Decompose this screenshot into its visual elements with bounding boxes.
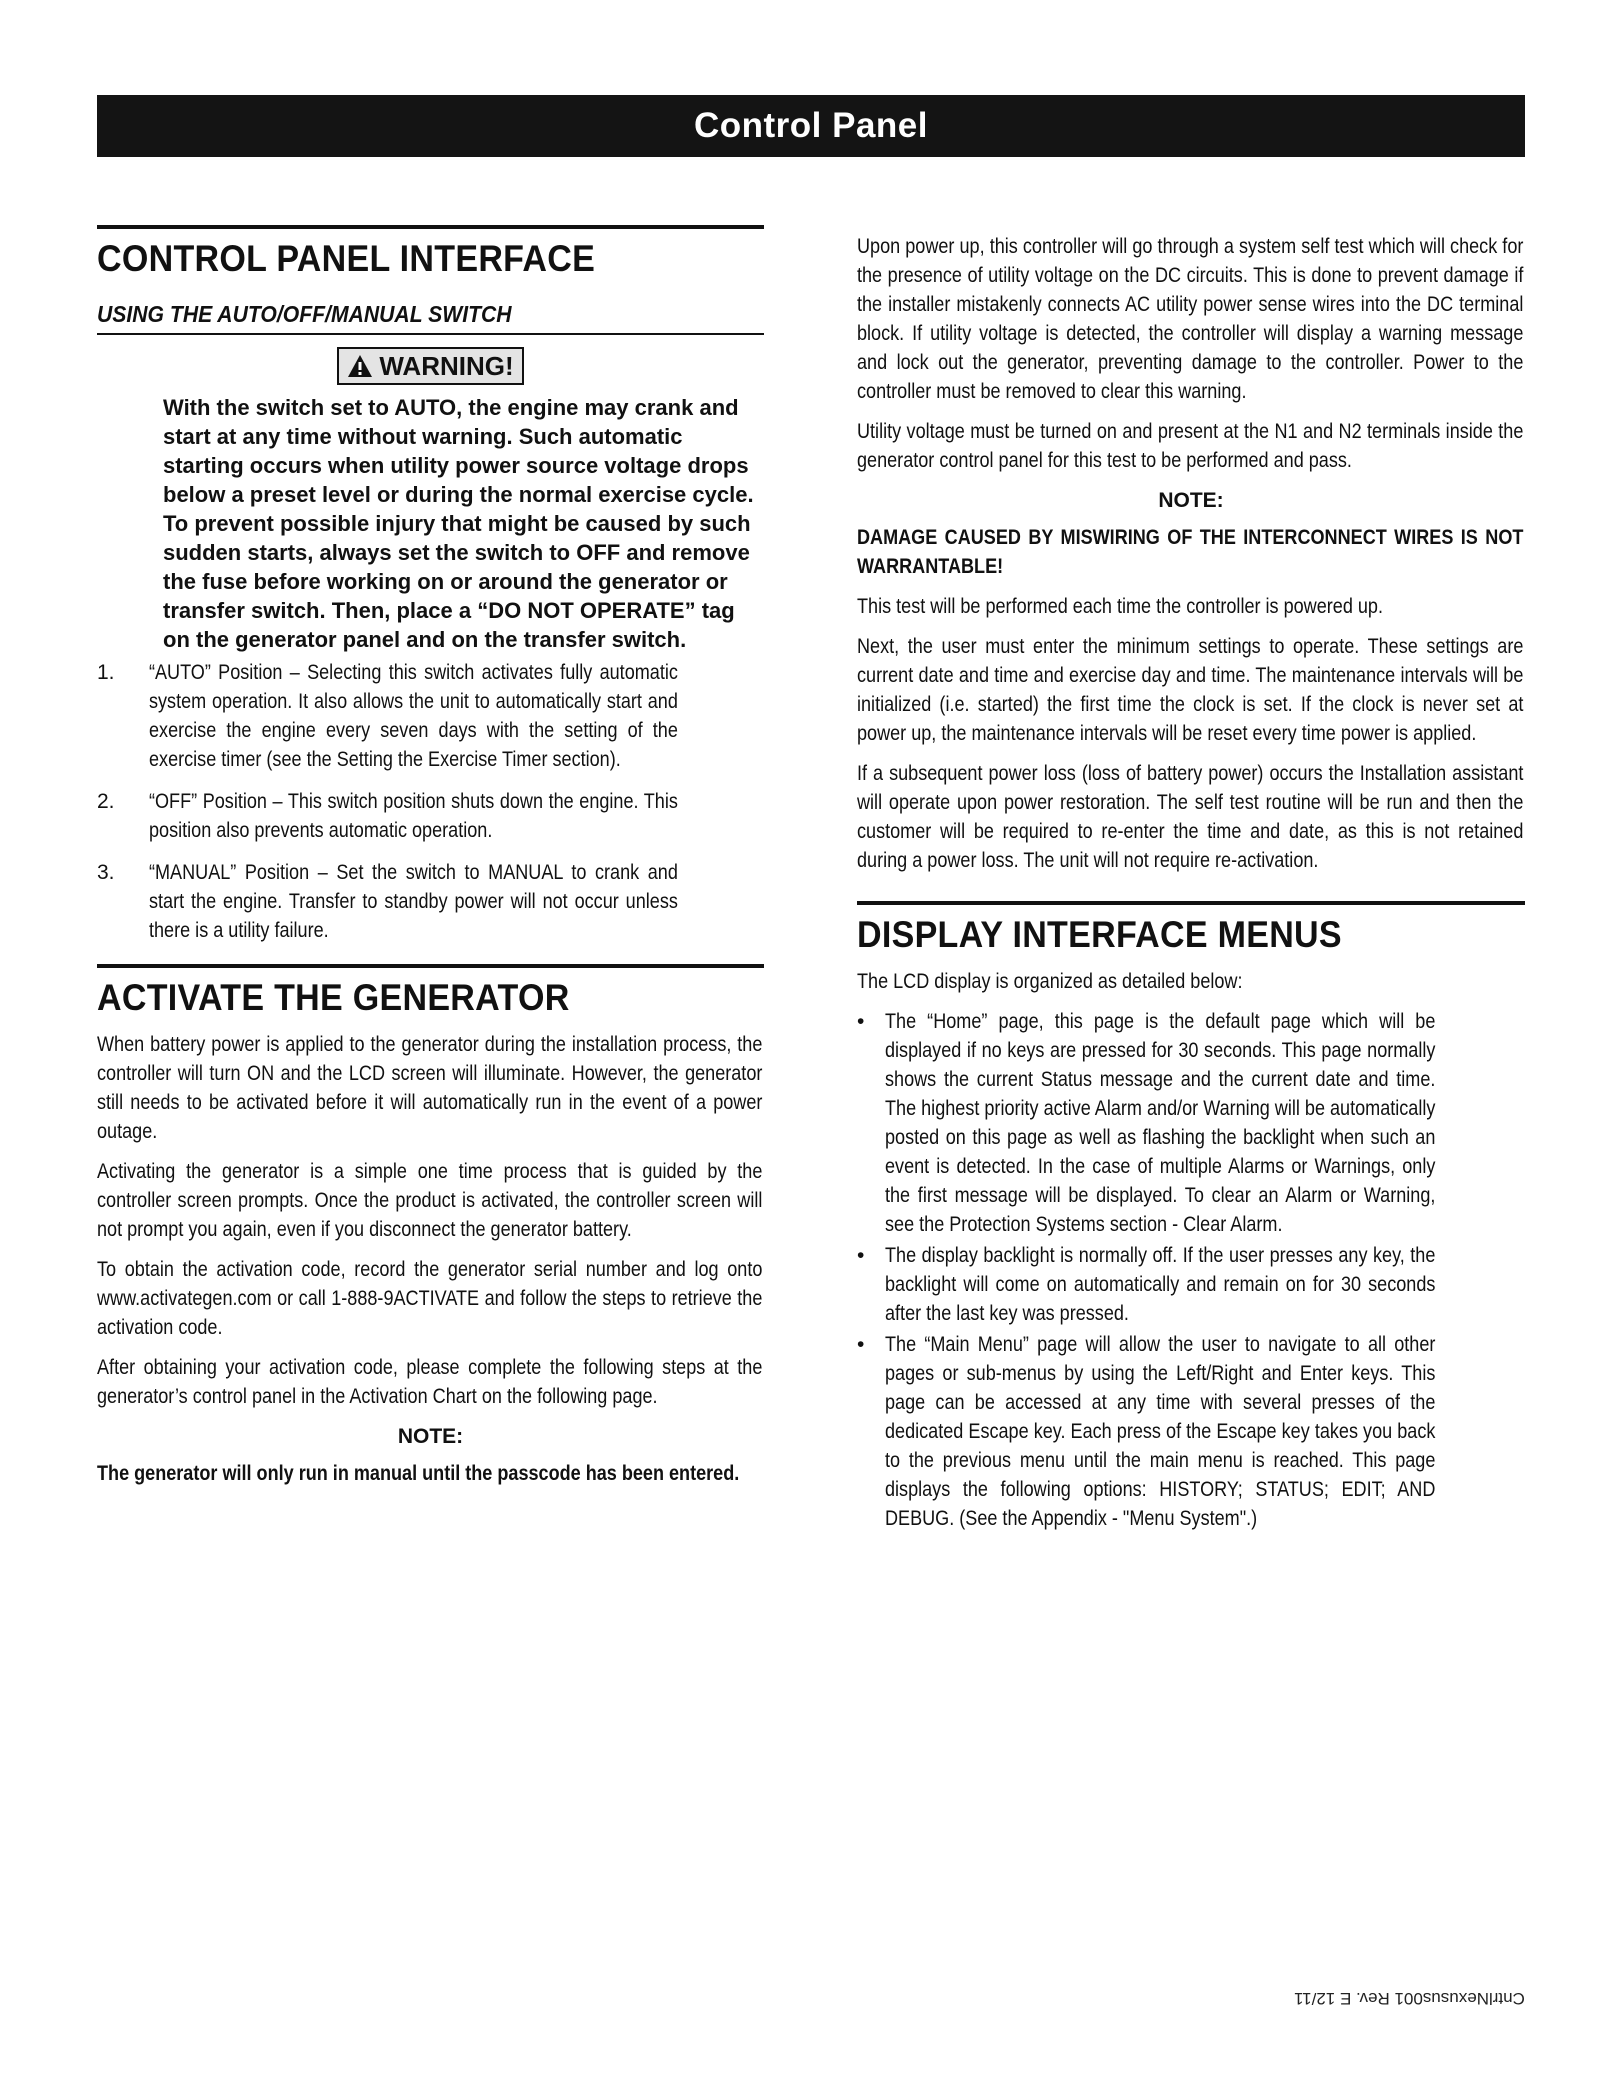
bullet: • <box>857 1244 865 1267</box>
list-number: 1. <box>97 661 115 684</box>
section-rule <box>97 964 764 968</box>
subhead-auto-off-manual: USING THE AUTO/OFF/MANUAL SWITCH <box>97 299 764 335</box>
list-item <box>97 858 764 956</box>
warning-badge <box>337 347 523 385</box>
list-number: 2. <box>97 790 115 813</box>
paragraph: When battery power is applied to the generator during the installation process, the controller will turn ON and the LCD screen will illuminate. However, the generator still needs to be activated before it will automatically run in the event of a power outage. <box>97 1033 763 1143</box>
list-item <box>857 1330 1525 1535</box>
list-item <box>97 787 764 856</box>
list-item-text: “MANUAL” Position – Set the switch to MANUAL to crank and start the engine. Transfer to standby power will not occur unless there is a utility failure. <box>149 861 678 942</box>
switch-positions-list <box>97 658 764 956</box>
list-item-text: “OFF” Position – This switch position shuts down the engine. This position also prevents automatic operation. <box>149 790 678 842</box>
list-item-text: The “Main Menu” page will allow the user to navigate to all other pages or sub-menus by using the Left/Right and Enter keys. This page can be accessed at any time with several presses of the dedicated Escape key. Each press of the Escape key takes you back to the previous menu until the main menu is reached. This page displays the following options: HISTORY; STATUS; EDIT; AND DEBUG. (See the Appendix - "Menu System".) <box>885 1333 1436 1530</box>
section-title-activate-generator: ACTIVATE THE GENERATOR <box>97 977 570 1018</box>
section-rule <box>97 225 764 229</box>
document-code: CntrlNexusus001 Rev. E 12/11 <box>1294 1989 1525 2008</box>
paragraph: Upon power up, this controller will go through a system self test which will check for the presence of utility voltage on the DC circuits. This is done to prevent damage if the installer mistakenly connects AC utility power sense wires into the DC terminal block. If utility voltage is detected, the controller will display a warning message and lock out the generator, preventing damage to the controller. Power to the controller must be removed to clear this warning. <box>857 235 1524 403</box>
page-header-bar <box>97 95 1525 157</box>
display-menus-list <box>857 1007 1525 1535</box>
section-rule <box>857 901 1525 905</box>
list-item-text: “AUTO” Position – Selecting this switch activates fully automatic system operation. It also allows the unit to automatically start and exercise the engine every seven days with the setting of the exercise timer (see the Setting the Exercise Timer section). <box>149 661 678 771</box>
list-item-text: The display backlight is normally off. If the user presses any key, the backlight will come on automatically and remain on for 30 seconds after the last key was pressed. <box>885 1244 1436 1325</box>
list-item <box>97 658 764 785</box>
paragraph: To obtain the activation code, record the generator serial number and log onto www.activategen.com or call 1-888-9ACTIVATE and follow the steps to retrieve the activation code. <box>97 1258 763 1339</box>
left-column <box>97 225 764 1499</box>
bullet: • <box>857 1333 865 1356</box>
list-number: 3. <box>97 861 115 884</box>
list-item-text: The “Home” page, this page is the default page which will be displayed if no keys are pressed for 30 seconds. This page normally shows the current Status message and the current date and time. The highest priority active Alarm and/or Warning will be automatically posted on this page as well as flashing the backlight when such an event is detected. In the case of multiple Alarms or Warnings, only the first message will be displayed. To clear an Alarm or Warning, see the Protection Systems section - Clear Alarm. <box>885 1010 1436 1236</box>
warning-text: With the switch set to AUTO, the engine may crank and start at any time without warning. Such automatic starting occurs when utility power source voltage drops below a preset level or during the normal exercise cycle. To prevent possible injury that might be caused by such sudden starts, always set the switch to OFF and remove the fuse before working on or around the generator or transfer switch. Then, place a “DO NOT OPERATE” tag on the generator panel and on the transfer switch. <box>163 395 754 652</box>
warning-label: WARNING! <box>379 351 514 381</box>
right-column <box>857 232 1525 1535</box>
note-text: The generator will only run in manual until the passcode has been entered. <box>97 1462 740 1485</box>
note-text: DAMAGE CAUSED BY MISWIRING OF THE INTERCONNECT WIRES IS NOT WARRANTABLE! <box>857 526 1524 578</box>
warning-triangle-icon <box>347 354 373 378</box>
section-title-control-panel-interface: CONTROL PANEL INTERFACE <box>97 238 596 279</box>
paragraph: The LCD display is organized as detailed below: <box>857 970 1243 993</box>
paragraph: If a subsequent power loss (loss of battery power) occurs the Installation assistant will operate upon power restoration. The self test routine will be run and then the customer will be required to re-enter the time and date, as this is not retained during a power loss. The unit will not require re-activation. <box>857 762 1524 872</box>
paragraph: Next, the user must enter the minimum settings to operate. These settings are current date and time and exercise day and time. The maintenance intervals will be initialized (i.e. started) the first time the clock is set. If the clock is never set at power up, the maintenance intervals will be reset every time power is applied. <box>857 635 1524 745</box>
bullet: • <box>857 1010 865 1033</box>
paragraph: Activating the generator is a simple one time process that is guided by the controller screen prompts. Once the product is activated, the controller screen will not prompt you again, even if you disconnect the generator battery. <box>97 1160 763 1241</box>
page-header-title: Control Panel <box>693 106 929 145</box>
note-label: NOTE: <box>397 1425 464 1448</box>
paragraph: Utility voltage must be turned on and present at the N1 and N2 terminals inside the generator control panel for this test to be performed and pass. <box>857 420 1524 472</box>
list-item <box>857 1241 1525 1330</box>
paragraph: This test will be performed each time the controller is powered up. <box>857 595 1383 618</box>
paragraph: After obtaining your activation code, please complete the following steps at the generator’s control panel in the Activation Chart on the following page. <box>97 1356 763 1408</box>
warning-callout <box>97 347 764 385</box>
list-item <box>857 1007 1525 1241</box>
note-label: NOTE: <box>1158 489 1224 512</box>
section-title-display-interface-menus: DISPLAY INTERFACE MENUS <box>857 914 1342 955</box>
